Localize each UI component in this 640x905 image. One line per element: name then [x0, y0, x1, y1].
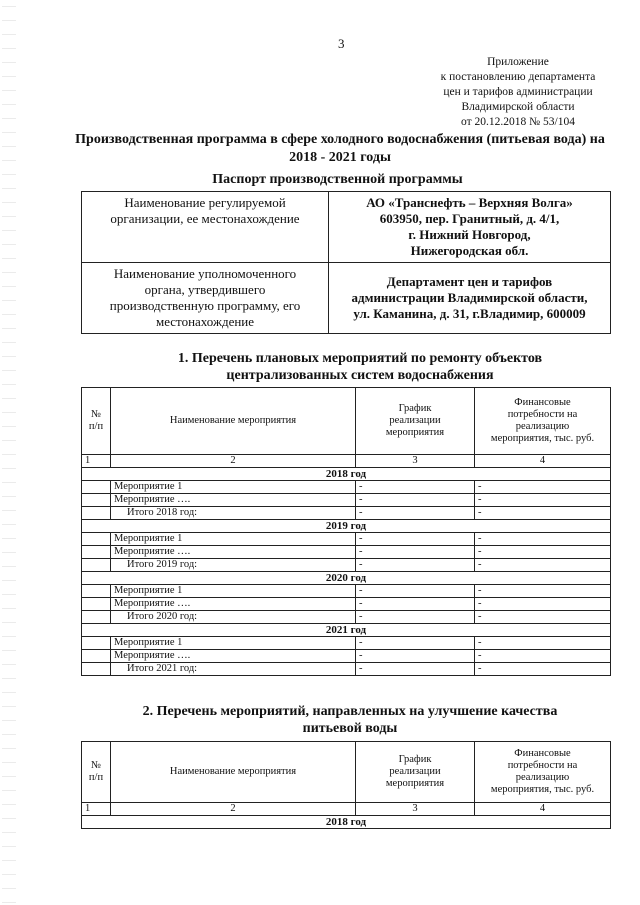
- table-row: [82, 533, 611, 546]
- event-finance: -: [475, 533, 611, 546]
- appendix-line: Владимирской области: [461, 101, 575, 113]
- passport-row: [82, 263, 611, 334]
- header-num-line: №: [90, 760, 102, 771]
- passport-table: [81, 191, 611, 334]
- table-row: [82, 598, 611, 611]
- header-finance-line: потребности на: [507, 409, 578, 420]
- year-label: 2018 год: [82, 468, 611, 481]
- document-title: Производственная программа в сфере холодного водоснабжения (питьевая вода) на 2018 - 2021 годы: [75, 132, 605, 165]
- header-schedule-line: График: [398, 403, 432, 414]
- header-name: Наименование мероприятия: [111, 742, 356, 803]
- header-num-line: п/п: [88, 421, 104, 432]
- passport-value-line: г. Нижний Новгород,: [408, 227, 531, 242]
- table-header-row: [82, 388, 611, 455]
- header-finance-line: мероприятия, тыс. руб.: [490, 433, 595, 444]
- year-row: [82, 468, 611, 481]
- col-number: 1: [82, 803, 111, 816]
- section2-title-line: 2. Перечень мероприятий, направленных на улучшение качества: [142, 704, 558, 719]
- header-finance-line: реализацию: [515, 772, 570, 783]
- year-row: [82, 572, 611, 585]
- header-num-line: №: [90, 409, 102, 420]
- header-schedule-line: реализации: [389, 415, 441, 426]
- passport-value-line: Нижегородская обл.: [410, 243, 529, 258]
- header-num-line: п/п: [88, 772, 104, 783]
- section1-title: [150, 350, 570, 384]
- total-finance: -: [475, 611, 611, 624]
- header-finance-line: мероприятия, тыс. руб.: [490, 784, 595, 795]
- table-row: [82, 637, 611, 650]
- passport-value-line: Департамент цен и тарифов: [386, 274, 553, 289]
- header-name: Наименование мероприятия: [111, 388, 356, 455]
- table-row: [82, 494, 611, 507]
- header-finance-line: Финансовые: [514, 397, 571, 408]
- event-name: Мероприятие 1: [111, 481, 356, 494]
- total-schedule: -: [356, 611, 475, 624]
- year-label: 2021 год: [82, 624, 611, 637]
- section1-table: [81, 387, 611, 676]
- passport-label-line: органа, утвердившего: [144, 282, 266, 297]
- total-label: Итого 2018 год:: [111, 507, 356, 520]
- total-finance: -: [475, 507, 611, 520]
- year-row: [82, 624, 611, 637]
- page-number: 3: [338, 36, 345, 51]
- total-label: Итого 2019 год:: [111, 559, 356, 572]
- event-name: Мероприятие 1: [111, 585, 356, 598]
- event-finance: -: [475, 637, 611, 650]
- event-finance: -: [475, 546, 611, 559]
- event-schedule: -: [356, 546, 475, 559]
- event-finance: -: [475, 598, 611, 611]
- passport-value-line: АО «Транснефть – Верхняя Волга»: [366, 195, 573, 210]
- passport-value-line: ул. Каманина, д. 31, г.Владимир, 600009: [353, 306, 586, 321]
- year-label: 2019 год: [82, 520, 611, 533]
- section2-title: [100, 703, 600, 737]
- appendix-line: к постановлению департамента: [440, 71, 596, 83]
- event-finance: -: [475, 585, 611, 598]
- table-row: [82, 481, 611, 494]
- event-finance: -: [475, 481, 611, 494]
- passport-label-line: местонахождение: [155, 314, 255, 329]
- total-row: [82, 507, 611, 520]
- year-label: 2020 год: [82, 572, 611, 585]
- event-schedule: -: [356, 598, 475, 611]
- scan-edge-artifact: [2, 0, 16, 905]
- section2-title-line: питьевой воды: [302, 721, 398, 736]
- passport-label-line: производственную программу, его: [109, 298, 301, 313]
- event-schedule: -: [356, 650, 475, 663]
- col-number: 4: [475, 455, 611, 468]
- event-schedule: -: [356, 481, 475, 494]
- header-schedule-line: реализации: [389, 766, 441, 777]
- event-finance: -: [475, 494, 611, 507]
- col-number: 3: [356, 455, 475, 468]
- header-finance: [475, 742, 611, 803]
- passport-row: [82, 192, 611, 263]
- total-schedule: -: [356, 663, 475, 676]
- year-row: [82, 816, 611, 829]
- header-finance-line: потребности на: [507, 760, 578, 771]
- total-schedule: -: [356, 559, 475, 572]
- year-row: [82, 520, 611, 533]
- event-schedule: -: [356, 585, 475, 598]
- appendix-line: Приложение: [487, 56, 549, 68]
- header-schedule-line: мероприятия: [385, 778, 445, 789]
- total-row: [82, 611, 611, 624]
- appendix-line: от 20.12.2018 № 53/104: [461, 116, 575, 128]
- passport-label: [82, 263, 329, 334]
- section1-title-line: 1. Перечень плановых мероприятий по ремонту объектов: [177, 351, 543, 366]
- appendix-block: [428, 55, 608, 130]
- event-name: Мероприятие 1: [111, 637, 356, 650]
- passport-value-line: администрации Владимирской области,: [351, 290, 588, 305]
- passport-label-line: Наименование регулируемой: [124, 195, 286, 210]
- header-finance: [475, 388, 611, 455]
- total-finance: -: [475, 559, 611, 572]
- total-row: [82, 559, 611, 572]
- table-row: [82, 546, 611, 559]
- event-finance: -: [475, 650, 611, 663]
- passport-label-line: Наименование уполномоченного: [113, 266, 297, 281]
- col-number: 4: [475, 803, 611, 816]
- section1-title-line: централизованных систем водоснабжения: [226, 368, 494, 383]
- passport-label: [82, 192, 329, 263]
- total-row: [82, 663, 611, 676]
- table-row: [82, 650, 611, 663]
- event-schedule: -: [356, 637, 475, 650]
- header-schedule: [356, 388, 475, 455]
- year-label: 2018 год: [82, 816, 611, 829]
- header-finance-line: Финансовые: [514, 748, 571, 759]
- header-finance-line: реализацию: [515, 421, 570, 432]
- event-name: Мероприятие ….: [111, 598, 356, 611]
- event-name: Мероприятие 1: [111, 533, 356, 546]
- column-number-row: [82, 803, 611, 816]
- event-schedule: -: [356, 494, 475, 507]
- passport-value: [329, 192, 611, 263]
- total-label: Итого 2021 год:: [111, 663, 356, 676]
- col-number: 2: [111, 455, 356, 468]
- passport-value: [329, 263, 611, 334]
- passport-label-line: организации, ее местонахождение: [110, 211, 300, 226]
- header-schedule: [356, 742, 475, 803]
- table-header-row: [82, 742, 611, 803]
- header-schedule-line: График: [398, 754, 432, 765]
- passport-heading: Паспорт производственной программы: [212, 172, 463, 187]
- column-number-row: [82, 455, 611, 468]
- event-name: Мероприятие ….: [111, 494, 356, 507]
- header-num: [82, 388, 111, 455]
- total-finance: -: [475, 663, 611, 676]
- event-schedule: -: [356, 533, 475, 546]
- total-schedule: -: [356, 507, 475, 520]
- event-name: Мероприятие ….: [111, 650, 356, 663]
- section2-table: [81, 741, 611, 829]
- total-label: Итого 2020 год:: [111, 611, 356, 624]
- header-num: [82, 742, 111, 803]
- event-name: Мероприятие ….: [111, 546, 356, 559]
- col-number: 3: [356, 803, 475, 816]
- col-number: 1: [82, 455, 111, 468]
- passport-value-line: 603950, пер. Гранитный, д. 4/1,: [379, 211, 560, 226]
- col-number: 2: [111, 803, 356, 816]
- appendix-line: цен и тарифов администрации: [443, 86, 593, 98]
- table-row: [82, 585, 611, 598]
- header-schedule-line: мероприятия: [385, 427, 445, 438]
